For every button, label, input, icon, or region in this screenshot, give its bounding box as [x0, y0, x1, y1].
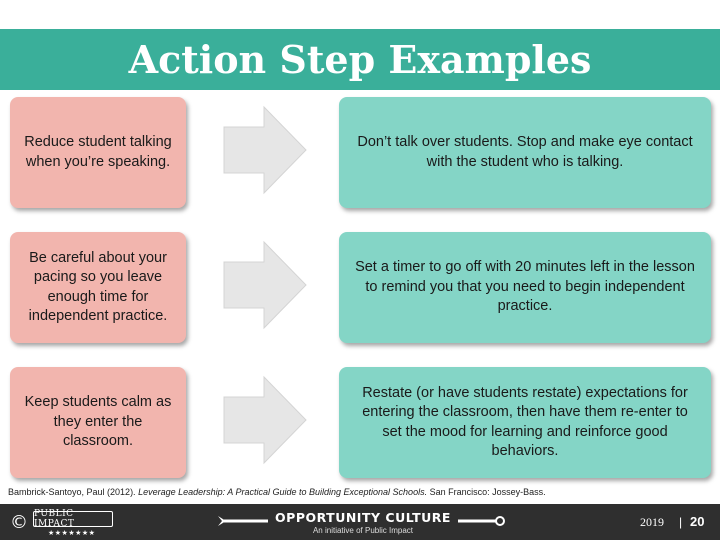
public-impact-stars: ★★★★★★★ — [48, 529, 96, 537]
example-text-1: Don’t talk over students. Stop and make eye contact with the student who is talking. — [357, 134, 693, 170]
arrow-icon-1 — [222, 105, 308, 195]
arrow-right-decor-icon — [458, 514, 506, 528]
opportunity-culture-tagline: An initiative of Public Impact — [312, 526, 414, 535]
example-text-2: Set a timer to go off with 20 minutes left in the lesson to remind you that you need to begin independent practice. — [355, 259, 695, 315]
example-text-3: Restate (or have students restate) expectations for entering the classroom, then have them re-enter to set the mood for learning and reinforce good behaviors. — [362, 384, 688, 459]
action-text-3: Keep students calm as they enter the classroom. — [24, 394, 172, 450]
example-box-1 — [339, 97, 711, 208]
action-text-2: Be careful about your pacing so you leave enough time for independent practice. — [28, 249, 168, 324]
opportunity-culture-logo — [218, 508, 508, 538]
public-impact-logo-text: PUBLIC IMPACT — [34, 509, 75, 529]
citation-suffix: San Francisco: Jossey-Bass. — [427, 487, 546, 497]
action-box-2 — [10, 232, 186, 343]
footer-separator: | — [679, 515, 683, 529]
action-box-1 — [10, 97, 186, 208]
example-box-3 — [339, 367, 711, 478]
action-box-3 — [10, 367, 186, 478]
arrow-icon-2 — [222, 240, 308, 330]
public-impact-logo — [33, 511, 113, 527]
footer-bar — [0, 504, 720, 540]
example-box-2 — [339, 232, 711, 343]
footer-year: 2019 — [640, 515, 664, 529]
page-number: 20 — [690, 514, 705, 529]
arrow-left-decor-icon — [218, 514, 268, 528]
citation-prefix: Bambrick-Santoyo, Paul (2012). — [8, 487, 139, 497]
arrow-icon-3 — [222, 375, 308, 465]
action-text-1: Reduce student talking when you’re speaking. — [24, 134, 172, 170]
opportunity-culture-name: OPPORTUNITY CULTURE — [275, 510, 451, 525]
copyright-icon: © — [10, 512, 28, 533]
title-band — [0, 29, 720, 90]
citation-book-title: Leverage Leadership: A Practical Guide to Building Exceptional Schools. — [138, 487, 428, 497]
slide-title: Action Step Examples — [128, 37, 592, 82]
citation — [8, 487, 712, 497]
